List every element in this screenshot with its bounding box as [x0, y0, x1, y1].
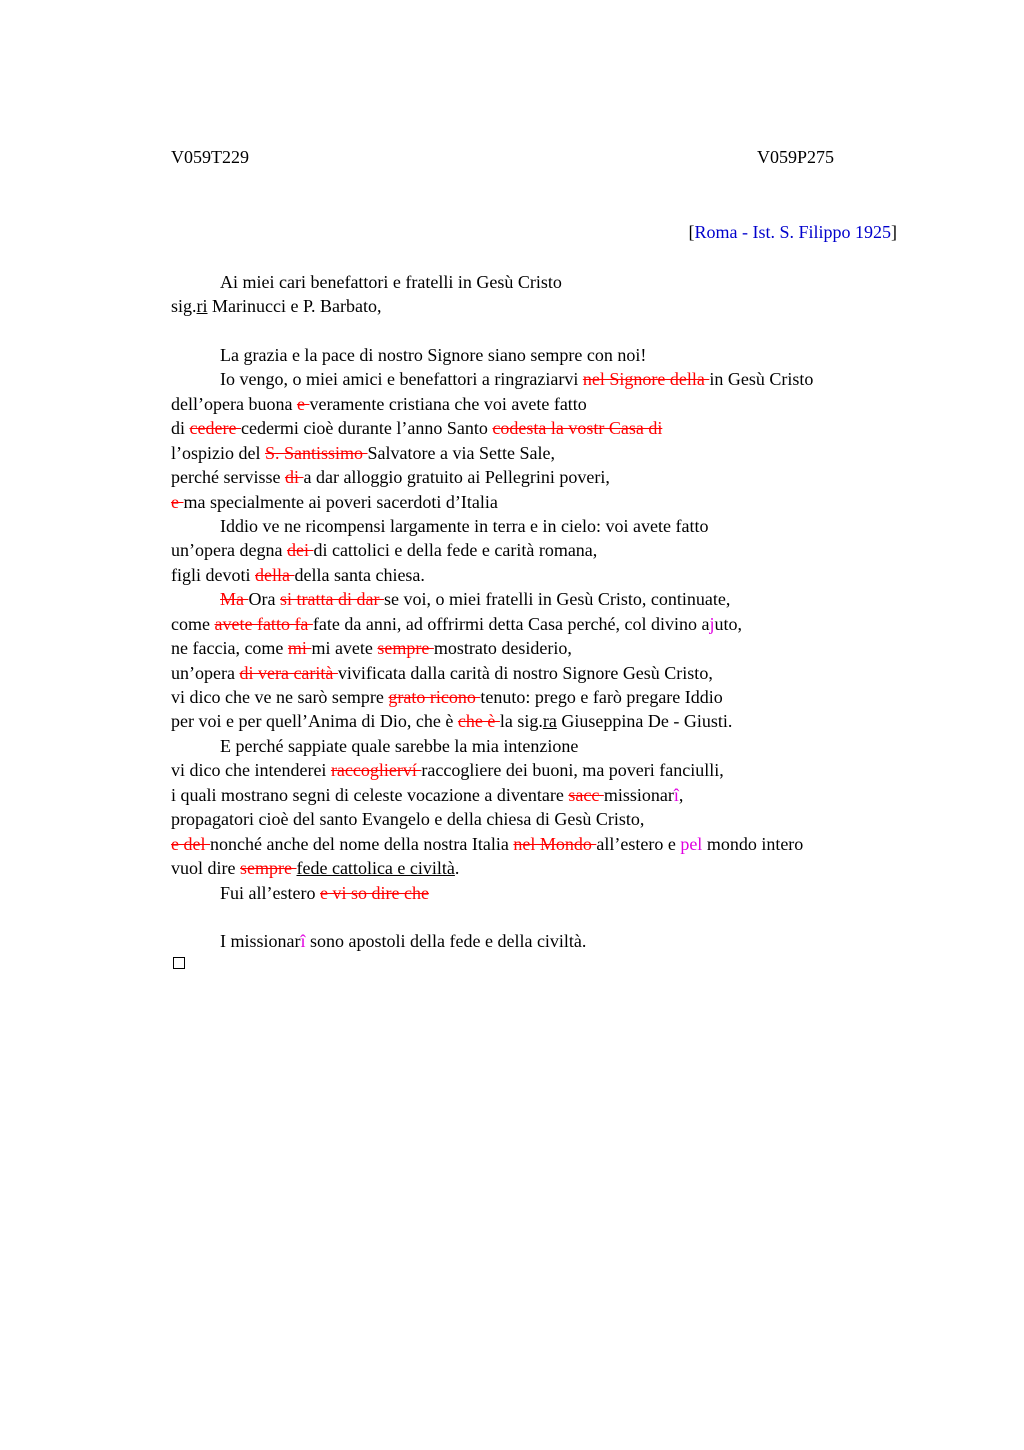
text: sig.	[171, 296, 197, 316]
text: figli devoti	[171, 565, 255, 585]
place-date-note	[688, 222, 897, 243]
inserted-text: î	[300, 931, 306, 951]
deleted-text: nel Mondo	[513, 834, 597, 854]
body-line-7	[171, 490, 498, 514]
text: vivificata dalla carità di nostro Signore Gesù Cristo,	[337, 663, 713, 683]
text: Ora	[248, 589, 280, 609]
text: l’ospizio del	[171, 443, 265, 463]
deleted-text: di vera carità	[239, 663, 338, 683]
text: mostrato desiderio,	[433, 638, 572, 658]
text: Io vengo, o miei amici e benefattori a ringraziarvi	[220, 369, 583, 389]
text: per voi e per quell’Anima di Dio, che è	[171, 711, 458, 731]
text: in Gesù Cristo	[709, 369, 814, 389]
body-line-3	[171, 392, 587, 416]
deleted-text: che è	[457, 711, 500, 731]
body-line-17: E perché sappiate quale sarebbe la mia intenzione	[220, 736, 579, 756]
inserted-text: î	[673, 785, 679, 805]
text: di cattolici e della fede e carità romana,	[313, 540, 598, 560]
text: Giuseppina De - Giusti.	[556, 711, 733, 731]
text: vi dico che ve ne sarò sempre	[171, 687, 389, 707]
deleted-text: e del	[171, 834, 210, 854]
body-line-11	[220, 587, 730, 611]
place-date-text: Roma - Ist. S. Filippo 1925	[694, 222, 891, 242]
text: mondo intero	[702, 834, 804, 854]
deleted-text: della	[255, 565, 295, 585]
inserted-text: j	[709, 614, 715, 634]
text: ne faccia, come	[171, 638, 288, 658]
body-line-14	[171, 661, 713, 685]
text: missionar	[603, 785, 674, 805]
text: di	[171, 418, 190, 438]
deleted-text: sempre	[377, 638, 434, 658]
text: nonché anche del nome della nostra Italia	[209, 834, 514, 854]
deleted-text: dei	[286, 540, 314, 560]
deleted-text: codesta la vostr Casa di	[492, 418, 663, 438]
text: tenuto: prego e farò pregare Iddio	[480, 687, 723, 707]
text: un’opera	[171, 663, 240, 683]
text: veramente cristiana che voi avete fatto	[309, 394, 587, 414]
text: raccogliere dei buoni, ma poveri fanciulli,	[421, 760, 724, 780]
text: all’estero e	[596, 834, 681, 854]
deleted-text: di	[284, 467, 304, 487]
text: sono apostoli della fede e della civiltà.	[305, 931, 587, 951]
text: uto,	[714, 614, 742, 634]
document-code-right: V059P275	[757, 147, 835, 167]
deleted-text: Ma	[220, 589, 249, 609]
body-line-18	[171, 758, 724, 782]
body-line-12	[171, 612, 742, 636]
underlined-text: fede cattolica e civiltà	[296, 858, 455, 878]
body-line-8: Iddio ve ne ricompensi largamente in terra e in cielo: voi avete fatto	[220, 516, 709, 536]
text: Salvatore a via Sette Sale,	[367, 443, 555, 463]
text: la sig.	[499, 711, 543, 731]
body-line-13	[171, 636, 572, 660]
text: se voi, o miei fratelli in Gesù Cristo, continuate,	[383, 589, 731, 609]
document-code-left: V059T229	[171, 147, 249, 167]
body-line-10	[171, 563, 425, 587]
body-line-21	[171, 832, 803, 856]
body-line-20: propagatori cioè del santo Evangelo e della chiesa di Gesù Cristo,	[171, 809, 645, 829]
text: perché servisse	[171, 467, 285, 487]
deleted-text: avete fatto fa	[214, 614, 313, 634]
deleted-text: cedere	[189, 418, 241, 438]
deleted-text: sacc	[568, 785, 604, 805]
deleted-text: mi	[287, 638, 312, 658]
text: I missionar	[220, 931, 301, 951]
deleted-text: e	[296, 394, 310, 414]
body-line-4	[171, 416, 662, 440]
deleted-text: grato ricono	[388, 687, 481, 707]
deleted-text: raccoglierví	[330, 760, 422, 780]
closing-line	[220, 929, 586, 953]
text: cedermi cioè durante l’anno Santo	[240, 418, 493, 438]
text: Marinucci e P. Barbato,	[207, 296, 382, 316]
deleted-text: S. Santissimo	[264, 443, 368, 463]
text: ,	[678, 785, 684, 805]
body-line-9	[171, 538, 597, 562]
body-line-23	[220, 881, 429, 905]
bracket-open: [	[688, 222, 695, 242]
text: dell’opera buona	[171, 394, 297, 414]
deleted-text: e vi so dire che	[319, 883, 429, 903]
text: vuol dire	[171, 858, 240, 878]
body-line-6	[171, 465, 610, 489]
inserted-text: pel	[680, 834, 703, 854]
text: mi avete	[311, 638, 378, 658]
body-line-5	[171, 441, 555, 465]
text: un’opera degna	[171, 540, 287, 560]
text: .	[454, 858, 460, 878]
text: della santa chiesa.	[294, 565, 425, 585]
body-line-15	[171, 685, 723, 709]
body-line-1: La grazia e la pace di nostro Signore siano sempre con noi!	[220, 345, 647, 365]
body-line-19	[171, 783, 683, 807]
body-line-22	[171, 856, 459, 880]
greeting-line-2	[171, 294, 381, 318]
text: fate da anni, ad offrirmi detta Casa perché, col divino a	[312, 614, 710, 634]
text: i quali mostrano segni di celeste vocazione a diventare	[171, 785, 569, 805]
text: ma specialmente ai poveri sacerdoti d’Italia	[183, 492, 498, 512]
bracket-close: ]	[891, 222, 897, 242]
underlined-text: ri	[196, 296, 208, 316]
deleted-text: e	[171, 492, 184, 512]
empty-square-icon	[173, 957, 185, 969]
greeting-line-1: Ai miei cari benefattori e fratelli in Gesù Cristo	[220, 272, 562, 292]
text: Fui all’estero	[220, 883, 320, 903]
deleted-text: nel Signore della	[582, 369, 710, 389]
text: come	[171, 614, 215, 634]
deleted-text: sempre	[240, 858, 297, 878]
underlined-text: ra	[542, 711, 557, 731]
text: vi dico che intenderei	[171, 760, 331, 780]
text: a dar alloggio gratuito ai Pellegrini poveri,	[303, 467, 610, 487]
deleted-text: si tratta di dar	[279, 589, 384, 609]
body-line-2	[220, 367, 813, 391]
body-line-16	[171, 709, 732, 733]
